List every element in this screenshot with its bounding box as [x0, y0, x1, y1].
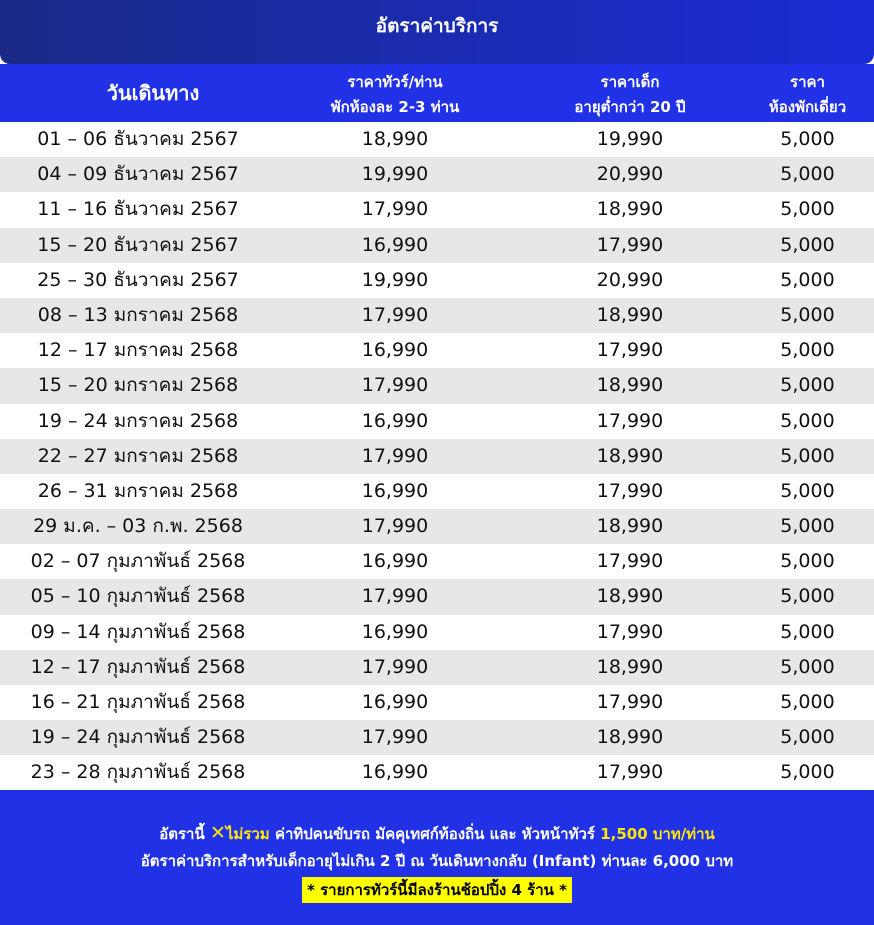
header-child-price — [515, 70, 745, 120]
cell-child-price: 20,990 — [596, 163, 664, 186]
table-row — [0, 474, 874, 509]
table-row — [0, 579, 874, 614]
price-table-body — [0, 122, 874, 791]
cell-adult-price: 17,990 — [361, 585, 429, 608]
shopping-note-wrap — [0, 877, 874, 903]
table-row — [0, 404, 874, 439]
cell-single-room-price: 5,000 — [780, 233, 835, 256]
table-row — [0, 157, 874, 192]
table-row — [0, 509, 874, 544]
table-row — [0, 615, 874, 650]
header-child-line2: อายุต่ำกว่า 20 ปี — [574, 98, 686, 116]
cell-adult-price: 17,990 — [361, 374, 429, 397]
cell-single-room-price: 5,000 — [780, 128, 835, 150]
cell-date: 04 – 09 ธันวาคม 2567 — [37, 163, 239, 186]
tip-amount: 1,500 บาท/ท่าน — [600, 825, 715, 843]
cell-child-price: 17,990 — [596, 550, 664, 573]
footer-notes — [0, 790, 874, 925]
table-row — [0, 228, 874, 263]
cell-child-price: 17,990 — [596, 233, 664, 256]
footer-tip-text: ค่าทิปคนขับรถ มัคคุเทศก์ท้องถิ่น และ หัวหน้าทัวร์ — [274, 825, 595, 843]
cell-single-room-price: 5,000 — [780, 409, 835, 432]
table-row — [0, 192, 874, 227]
table-row — [0, 263, 874, 298]
cell-adult-price: 16,990 — [361, 409, 429, 432]
cell-child-price: 18,990 — [596, 726, 664, 749]
cell-adult-price: 16,990 — [361, 620, 429, 643]
cell-adult-price: 18,990 — [361, 128, 429, 150]
cell-adult-price: 16,990 — [361, 479, 429, 502]
cell-single-room-price: 5,000 — [780, 198, 835, 221]
cell-single-room-price: 5,000 — [780, 444, 835, 467]
cell-single-room-price: 5,000 — [780, 761, 835, 784]
cell-adult-price: 17,990 — [361, 303, 429, 326]
cell-single-room-price: 5,000 — [780, 691, 835, 713]
cell-adult-price: 17,990 — [361, 515, 429, 538]
cell-date: 23 – 28 กุมภาพันธ์ 2568 — [30, 761, 246, 784]
cell-adult-price: 16,990 — [361, 339, 429, 362]
cell-adult-price: 16,990 — [361, 233, 429, 256]
header-room-line2: ห้องพักเดี่ยว — [768, 98, 847, 116]
header-room-line1: ราคา — [790, 73, 825, 91]
table-row — [0, 298, 874, 333]
shopping-note: * รายการทัวร์นี้มีลงร้านช้อปปิ้ง 4 ร้าน * — [302, 877, 572, 903]
cell-date: 05 – 10 กุมภาพันธ์ 2568 — [30, 585, 246, 608]
cell-single-room-price: 5,000 — [780, 550, 835, 573]
footer-line-2: อัตราค่าบริการสำหรับเด็กอายุไม่เกิน 2 ปี ณ วันเดินทางกลับ (Infant) ท่านละ 6,000 บาท — [140, 852, 734, 870]
footer-line-1 — [0, 820, 874, 846]
not-included-label: ไม่รวม — [225, 825, 270, 843]
table-row — [0, 122, 874, 157]
cell-date: 01 – 06 ธันวาคม 2567 — [37, 128, 239, 150]
cell-single-room-price: 5,000 — [780, 726, 835, 749]
header-single-room — [745, 70, 870, 120]
x-icon: ✕ — [209, 822, 226, 844]
cell-date: 16 – 21 กุมภาพันธ์ 2568 — [30, 691, 246, 713]
cell-child-price: 17,990 — [596, 339, 664, 362]
table-row — [0, 720, 874, 755]
cell-single-room-price: 5,000 — [780, 303, 835, 326]
table-header — [0, 64, 874, 122]
cell-date: 02 – 07 กุมภาพันธ์ 2568 — [30, 550, 246, 573]
header-adult-price — [290, 70, 500, 120]
cell-date: 29 ม.ค. – 03 ก.พ. 2568 — [33, 515, 243, 538]
cell-child-price: 18,990 — [596, 303, 664, 326]
table-row — [0, 755, 874, 790]
cell-child-price: 18,990 — [596, 374, 664, 397]
cell-single-room-price: 5,000 — [780, 515, 835, 538]
cell-date: 09 – 14 กุมภาพันธ์ 2568 — [30, 620, 246, 643]
table-row — [0, 368, 874, 403]
footer-rate-prefix: อัตรานี้ — [159, 825, 205, 843]
table-row — [0, 685, 874, 720]
cell-date: 26 – 31 มกราคม 2568 — [37, 479, 239, 502]
cell-single-room-price: 5,000 — [780, 268, 835, 291]
cell-date: 11 – 16 ธันวาคม 2567 — [37, 198, 239, 221]
cell-adult-price: 17,990 — [361, 444, 429, 467]
header-dates: วันเดินทาง — [106, 81, 200, 105]
cell-child-price: 18,990 — [596, 585, 664, 608]
cell-child-price: 18,990 — [596, 655, 664, 678]
header-adult-line2: พักห้องละ 2-3 ท่าน — [330, 98, 460, 116]
cell-single-room-price: 5,000 — [780, 620, 835, 643]
cell-adult-price: 17,990 — [361, 198, 429, 221]
table-row — [0, 544, 874, 579]
cell-adult-price: 16,990 — [361, 550, 429, 573]
cell-adult-price: 17,990 — [361, 726, 429, 749]
cell-adult-price: 16,990 — [361, 691, 429, 713]
cell-date: 19 – 24 กุมภาพันธ์ 2568 — [30, 726, 246, 749]
page-title: อัตราค่าบริการ — [0, 0, 874, 64]
cell-single-room-price: 5,000 — [780, 655, 835, 678]
cell-single-room-price: 5,000 — [780, 339, 835, 362]
cell-date: 19 – 24 มกราคม 2568 — [37, 409, 239, 432]
cell-child-price: 17,990 — [596, 761, 664, 784]
cell-child-price: 17,990 — [596, 620, 664, 643]
cell-date: 08 – 13 มกราคม 2568 — [37, 303, 239, 326]
cell-date: 12 – 17 กุมภาพันธ์ 2568 — [30, 655, 246, 678]
cell-child-price: 18,990 — [596, 444, 664, 467]
cell-child-price: 20,990 — [596, 268, 664, 291]
table-row — [0, 333, 874, 368]
cell-single-room-price: 5,000 — [780, 163, 835, 186]
cell-child-price: 17,990 — [596, 691, 664, 713]
cell-single-room-price: 5,000 — [780, 374, 835, 397]
cell-date: 22 – 27 มกราคม 2568 — [37, 444, 239, 467]
cell-date: 25 – 30 ธันวาคม 2567 — [37, 268, 239, 291]
cell-child-price: 17,990 — [596, 479, 664, 502]
cell-adult-price: 17,990 — [361, 655, 429, 678]
cell-child-price: 18,990 — [596, 515, 664, 538]
cell-single-room-price: 5,000 — [780, 479, 835, 502]
cell-date: 15 – 20 ธันวาคม 2567 — [37, 233, 239, 256]
cell-child-price: 18,990 — [596, 198, 664, 221]
cell-adult-price: 16,990 — [361, 761, 429, 784]
header-child-line1: ราคาเด็ก — [600, 73, 660, 91]
cell-child-price: 17,990 — [596, 409, 664, 432]
cell-date: 15 – 20 มกราคม 2568 — [37, 374, 239, 397]
cell-single-room-price: 5,000 — [780, 585, 835, 608]
cell-child-price: 19,990 — [596, 128, 664, 150]
header-adult-line1: ราคาทัวร์/ท่าน — [347, 73, 443, 91]
cell-adult-price: 19,990 — [361, 163, 429, 186]
cell-adult-price: 19,990 — [361, 268, 429, 291]
table-row — [0, 650, 874, 685]
cell-date: 12 – 17 มกราคม 2568 — [37, 339, 239, 362]
table-row — [0, 439, 874, 474]
